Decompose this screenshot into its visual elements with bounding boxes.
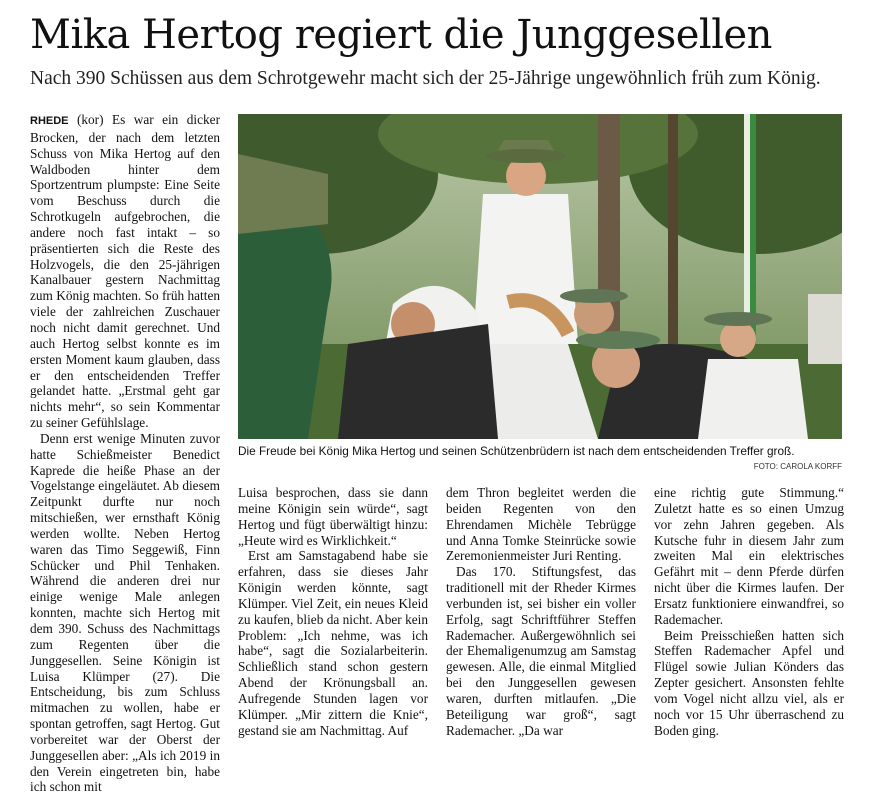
paragraph: Beim Preisschießen hatten sich Steffen Rademacher Apfel und Flügel sowie Julian Könders das Zepter gesichert. Ansonsten fehlte vom Vogel nicht allzu viel, als er noch vor 15 Uhr überraschend zu Boden ging. bbox=[654, 627, 844, 738]
paragraph-text: (kor) Es war ein dicker Brocken, der nach dem letzten Schuss von Mika Hertog auf den Waldboden hinter dem Sportzentrum plumpste: Eine Seite vom Beschuss durch die Schrotkugeln aufgebrochen, die andere noch fast intakt – so präsentierten sich die Reste des Holzvogels, die den 25-jährigen Kanalbauer gestern Nachmittag zum König machten. So früh hatten viele der zahlreichen Zuschauer noch nicht damit gerechnet. Und auch Hertog selbst konnte es im ersten Moment kaum glauben, dass er den entscheidenden Treffer gelandet hatte. „Erstmal geht gar nichts mehr“, so sein Kommentar zu seiner Gefühlslage. bbox=[30, 112, 220, 431]
article-column-1 bbox=[30, 112, 220, 795]
paragraph: dem Thron begleitet werden die beiden Regenten von den Ehrendamen Michèle Tebrügge und Anna Tomke Steinrücke sowie Zeremonienmeister Juri Renting. bbox=[446, 485, 636, 564]
dateline: RHEDE bbox=[30, 115, 69, 127]
photo-illustration bbox=[238, 114, 842, 439]
paragraph: Das 170. Stiftungsfest, das traditionell mit der Rheder Kirmes verbunden ist, sei bisher ein voller Erfolg, sagt Schriftführer Steffen Rademacher. Außergewöhnlich sei der Ehemaligenumzug am Samstag gewesen. Alle, die einmal Mitglied bei den Junggesellen gewesen waren, durften mitlaufen. „Die Beteiligung war groß“, sagt Rademacher. „Da war bbox=[446, 564, 636, 738]
paragraph: Luisa besprochen, dass sie dann meine Königin sein würde“, sagt Hertog und fügt überwältigt hinzu: „Heute wird es Wirklichkeit.“ bbox=[238, 485, 428, 548]
article-column-2 bbox=[238, 485, 428, 738]
article-column-4 bbox=[654, 485, 844, 738]
paragraph: eine richtig gute Stimmung.“ Zuletzt hatte es so einen Umzug vor zehn Jahren gegeben. Als Kutsche fuhr in diesem Jahr zum zweiten Mal ein elektrisches Gefährt mit – denn Pferde dürfen nicht über die Kirmes laufen. Der Ersatz funktioniere einwandfrei, so Rademacher. bbox=[654, 485, 844, 627]
photo-credit: FOTO: CAROLA KORFF bbox=[753, 462, 842, 471]
headline: Mika Hertog regiert die Junggesellen bbox=[30, 12, 772, 58]
paragraph: Denn erst wenige Minuten zuvor hatte Schießmeister Benedict Kaprede die heiße Phase an der Vogelstange eingeläutet. Ab diesem Zeitpunkt durfte nur noch mitschießen, wer ernsthaft König werden wollte. Neben Hertog waren das Timo Seggewiß, Finn Schücker und Phil Tenhaken. Während die anderen drei nur einige wenige Male anlegen konnten, machte sich Hertog mit dem 390. Schuss des Nachmittags zum Regenten über die Junggesellen. Seine Königin ist Luisa Klümper (27). Die Entscheidung, bis zum Schluss mitmachen zu wollen, habe er spontan getroffen, sagt Hertog. Gut vorbereitet war der Oberst der Junggesellen aber: „Als ich 2019 in den Verein eingetreten bin, habe ich schon mit bbox=[30, 430, 220, 795]
article-column-3 bbox=[446, 485, 636, 738]
photo-caption: Die Freude bei König Mika Hertog und seinen Schützenbrüdern ist nach dem entscheidenden Treffer groß. bbox=[238, 444, 795, 458]
subheadline: Nach 390 Schüssen aus dem Schrotgewehr macht sich der 25-Jährige ungewöhnlich früh zum König. bbox=[30, 68, 821, 89]
news-photo bbox=[238, 114, 842, 439]
paragraph bbox=[30, 112, 220, 431]
paragraph: Erst am Samstagabend habe sie erfahren, dass sie dieses Jahr Königin werden könnte, sagt Klümper. Viel Zeit, ein neues Kleid zu kaufen, blieb da nicht. Aber kein Problem: „Ich nehme, was ich habe“, sagt die Sozialarbeiterin. Schließlich stand schon gestern Abend der Krönungsball an. Aufregende Stunden lagen vor Klümper. „Mir zittern die Knie“, gestand sie am Nachmittag. Auf bbox=[238, 548, 428, 738]
